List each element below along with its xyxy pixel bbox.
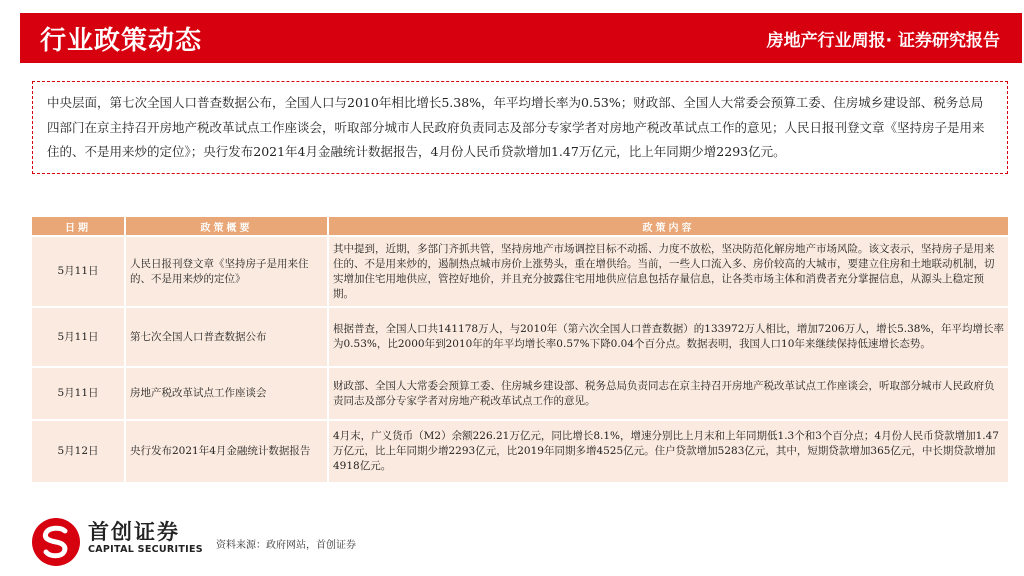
table-row	[32, 307, 1008, 367]
policy-table	[32, 217, 1008, 482]
table-row	[32, 236, 1008, 307]
header-summary: 政策概要	[125, 217, 328, 236]
row-content: 4月末，广义货币（M2）余额226.21万亿元，同比增长8.1%，增速分别比上月末和上年同期低1.3个和3个百分点；4月份人民币贷款增加1.47万亿元，比上年同期少增2293亿元，比2019年同期多增4525亿元。住户贷款增加5283亿元，其中，短期贷款增加365亿元，中长期贷款增加4918亿元。	[328, 420, 1008, 482]
report-subtitle: 房地产行业周报· 证券研究报告	[766, 30, 1000, 51]
row-date: 5月11日	[32, 367, 125, 420]
row-date: 5月12日	[32, 420, 125, 482]
row-summary: 第七次全国人口普查数据公布	[125, 307, 328, 367]
summary-box: 中央层面，第七次全国人口普查数据公布，全国人口与2010年相比增长5.38%，年平均增长率为0.53%；财政部、全国人大常委会预算工委、住房城乡建设部、税务总局四部门在京主持召开房地产税改革试点工作座谈会，听取部分城市人民政府负责同志及部分专家学者对房地产税改革试点工作的意见；人民日报刊登文章《坚持房子是用来住的、不是用来炒的定位》；央行发布2021年4月金融统计数据报告，4月份人民币贷款增加1.47万亿元，比上年同期少增2293亿元。	[32, 81, 1008, 174]
row-summary: 央行发布2021年4月金融统计数据报告	[125, 420, 328, 482]
row-content: 财政部、全国人大常委会预算工委、住房城乡建设部、税务总局负责同志在京主持召开房地产税改革试点工作座谈会，听取部分城市人民政府负责同志及部分专家学者对房地产税改革试点工作的意见。	[328, 367, 1008, 420]
row-content: 其中提到，近期，多部门齐抓共管，坚持房地产市场调控目标不动摇、力度不放松，坚决防范化解房地产市场风险。该文表示，坚持房子是用来住的、不是用来炒的，遏制热点城市房价上涨势头，重在增供给。当前，一些人口流入多、房价较高的大城市，要建立住房和土地联动机制，切实增加住宅用地供应，管控好地价，并且充分披露住宅用地供应信息包括存量信息，让各类市场主体和消费者充分掌握信息，从源头上稳定预期。	[328, 236, 1008, 307]
footer-brand	[88, 520, 203, 556]
brand-name-cn: 首创证券	[88, 520, 180, 544]
row-content: 根据普查，全国人口共141178万人，与2010年（第六次全国人口普查数据）的133972万人相比，增加7206万人，增长5.38%，年平均增长率为0.53%，比2000年到2010年的年平均增长率0.57%下降0.04个百分点。数据表明，我国人口10年来继续保持低速增长态势。	[328, 307, 1008, 367]
table-header-row	[32, 217, 1008, 236]
table-row	[32, 420, 1008, 482]
header-content: 政策内容	[328, 217, 1008, 236]
row-summary: 房地产税改革试点工作座谈会	[125, 367, 328, 420]
source-note: 资料来源：政府网站，首创证券	[216, 540, 356, 551]
header-bar	[20, 13, 1022, 63]
capital-securities-logo-icon	[31, 517, 81, 567]
row-summary: 人民日报刊登文章《坚持房子是用来住的、不是用来炒的定位》	[125, 236, 328, 307]
row-date: 5月11日	[32, 307, 125, 367]
row-date: 5月11日	[32, 236, 125, 307]
header-date: 日期	[32, 217, 125, 236]
page-title: 行业政策动态	[40, 25, 203, 56]
table-row	[32, 367, 1008, 420]
brand-name-en: CAPITAL SECURITIES	[88, 544, 203, 555]
